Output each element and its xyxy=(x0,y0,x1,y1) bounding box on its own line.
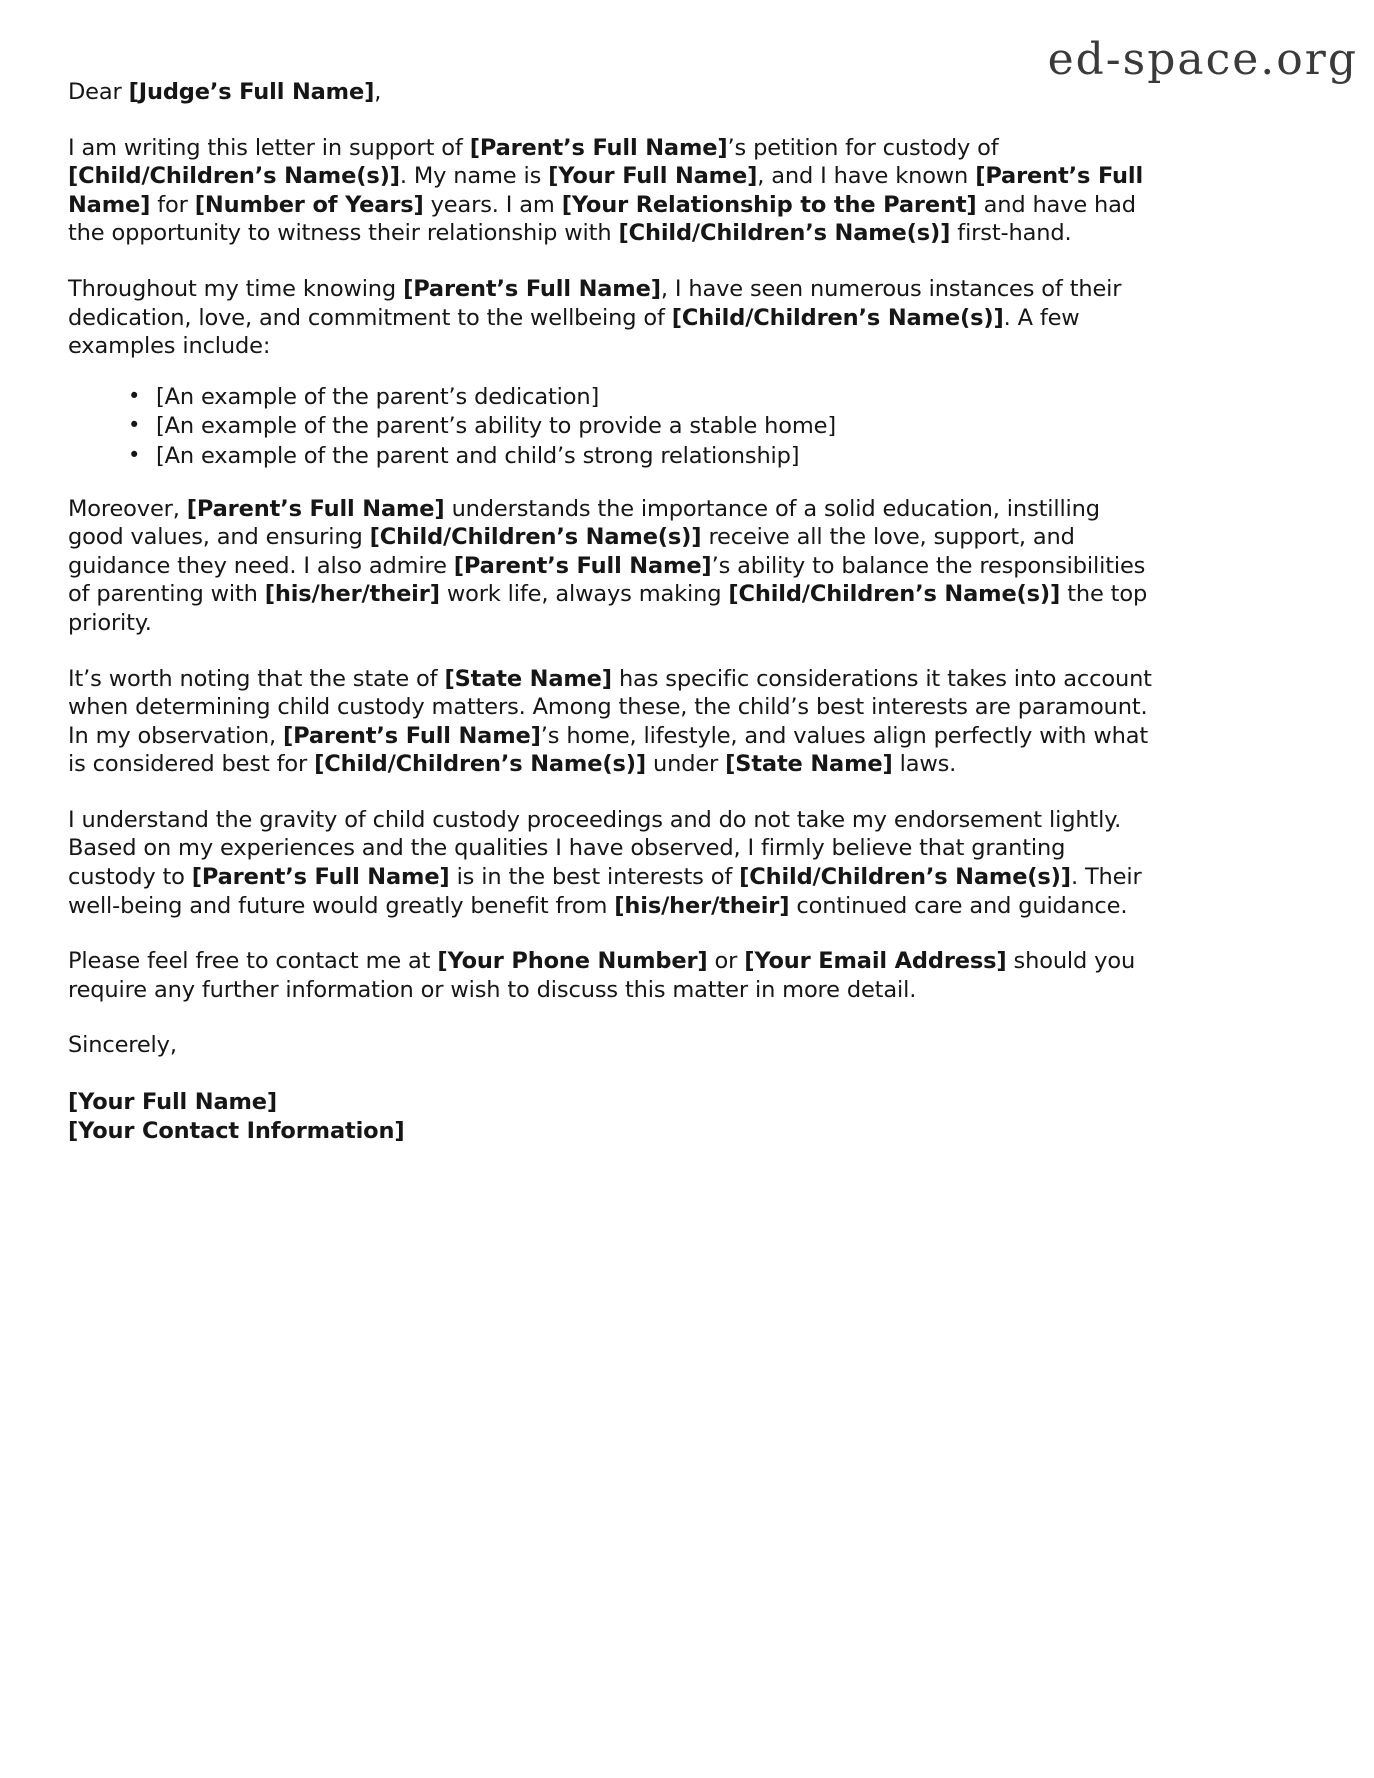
field-children-names: [Child/Children’s Name(s)] xyxy=(728,581,1061,608)
paragraph-contact xyxy=(68,947,1153,1004)
field-number-of-years: [Number of Years] xyxy=(194,191,424,218)
text-run: laws. xyxy=(892,751,957,778)
field-children-names: [Child/Children’s Name(s)] xyxy=(68,163,400,190)
text-run: , I have seen numerous instances of their dedication, love, and commitment to the wellbeing of xyxy=(68,275,1122,331)
paragraph-endorsement xyxy=(68,806,1153,920)
salutation-line xyxy=(68,78,1153,107)
text-run: work life, always making xyxy=(439,581,729,608)
text-run: ’s ability to balance the responsibilities of parenting with xyxy=(68,552,1146,608)
site-watermark: ed-space.org xyxy=(1047,34,1358,85)
text-run: or xyxy=(707,948,745,975)
field-your-full-name: [Your Full Name] xyxy=(548,163,758,190)
field-children-names: [Child/Children’s Name(s)] xyxy=(739,864,1071,891)
text-run: should you require any further information or wish to discuss this matter in more detail. xyxy=(68,948,1136,1003)
text-run: , and I have known xyxy=(757,163,976,190)
text-run: first-hand. xyxy=(950,220,1072,247)
field-children-names: [Child/Children’s Name(s)] xyxy=(618,220,951,247)
field-children-names: [Child/Children’s Name(s)] xyxy=(671,304,1004,331)
field-children-names: [Child/Children’s Name(s)] xyxy=(314,751,646,778)
paragraph-state-law xyxy=(68,665,1153,779)
text-run: Please feel free to contact me at xyxy=(68,948,438,975)
field-your-contact-information: [Your Contact Information] xyxy=(68,1117,405,1144)
closing-salutation: Sincerely, xyxy=(68,1032,177,1059)
text-run: I understand the gravity of child custody proceedings and do not take my endorsement lightly. Based on my experiences and the qualities I have observed, I firmly believe that granting custody to xyxy=(68,806,1122,891)
field-your-full-name: [Your Full Name] xyxy=(68,1089,278,1116)
text-run: . My name is xyxy=(399,163,549,190)
list-item: • [An example of the parent’s ability to provide a stable home] xyxy=(128,412,1153,441)
text-run: . A few examples include: xyxy=(68,304,1080,360)
field-parent-full-name: [Parent’s Full Name] xyxy=(469,134,728,161)
examples-list xyxy=(68,383,1153,471)
paragraph-examples-lead xyxy=(68,275,1153,361)
salutation-trail: , xyxy=(374,79,382,105)
text-run: . Their well-being and future would greatly benefit from xyxy=(68,864,1142,919)
list-item: • [An example of the parent and child’s strong relationship] xyxy=(128,442,1153,471)
text-run: is in the best interests of xyxy=(449,864,740,891)
text-run: has specific considerations it takes into account when determining child custody matters. Among these, the child’s best interests are paramount. In my observation, xyxy=(68,665,1152,749)
text-run: It’s worth noting that the state of xyxy=(68,665,445,692)
field-state-name: [State Name] xyxy=(725,751,893,778)
field-state-name: [State Name] xyxy=(444,665,612,692)
text-run: continued care and guidance. xyxy=(789,892,1128,919)
text-run: Moreover, xyxy=(68,495,187,522)
field-parent-full-name: [Parent’s Full Name] xyxy=(191,864,450,891)
text-run: Throughout my time knowing xyxy=(68,275,404,302)
salutation-judge-name-field: [Judge’s Full Name] xyxy=(128,79,375,105)
field-parent-full-name: [Parent’s Full Name] xyxy=(453,552,712,579)
text-run: and have had the opportunity to witness their relationship with xyxy=(68,191,1136,247)
field-your-relationship: [Your Relationship to the Parent] xyxy=(561,191,977,218)
field-pronoun: [his/her/their] xyxy=(614,892,790,919)
text-run: for xyxy=(150,191,195,218)
text-run: I am writing this letter in support of xyxy=(68,134,470,161)
text-run: under xyxy=(645,751,726,778)
field-parent-full-name: [Parent’s Full Name] xyxy=(186,495,445,522)
letter-body xyxy=(68,78,1153,1145)
text-run: ’s home, lifestyle, and values align perfectly with what is considered best for xyxy=(68,722,1149,778)
field-pronoun: [his/her/their] xyxy=(264,581,440,608)
field-parent-full-name: [Parent’s Full Name] xyxy=(403,275,661,302)
field-your-email-address: [Your Email Address] xyxy=(744,948,1007,975)
paragraph-intro xyxy=(68,134,1153,248)
signature-block xyxy=(68,1088,1153,1145)
text-run: ’s petition for custody of xyxy=(727,134,999,161)
field-children-names: [Child/Children’s Name(s)] xyxy=(369,524,702,551)
text-run: years. I am xyxy=(423,191,562,218)
list-item: • [An example of the parent’s dedication] xyxy=(128,383,1153,412)
field-parent-full-name: [Parent’s Full Name] xyxy=(282,722,541,749)
salutation-lead: Dear xyxy=(68,79,129,105)
text-run: receive all the love, support, and guidance they need. I also admire xyxy=(68,524,1075,579)
text-run: understands the importance of a solid education, instilling good values, and ensuring xyxy=(68,495,1100,551)
field-parent-full-name: [Parent’s Full Name] xyxy=(68,163,1144,218)
text-run: the top priority. xyxy=(68,581,1148,636)
paragraph-education xyxy=(68,495,1153,638)
field-your-phone-number: [Your Phone Number] xyxy=(437,948,708,975)
